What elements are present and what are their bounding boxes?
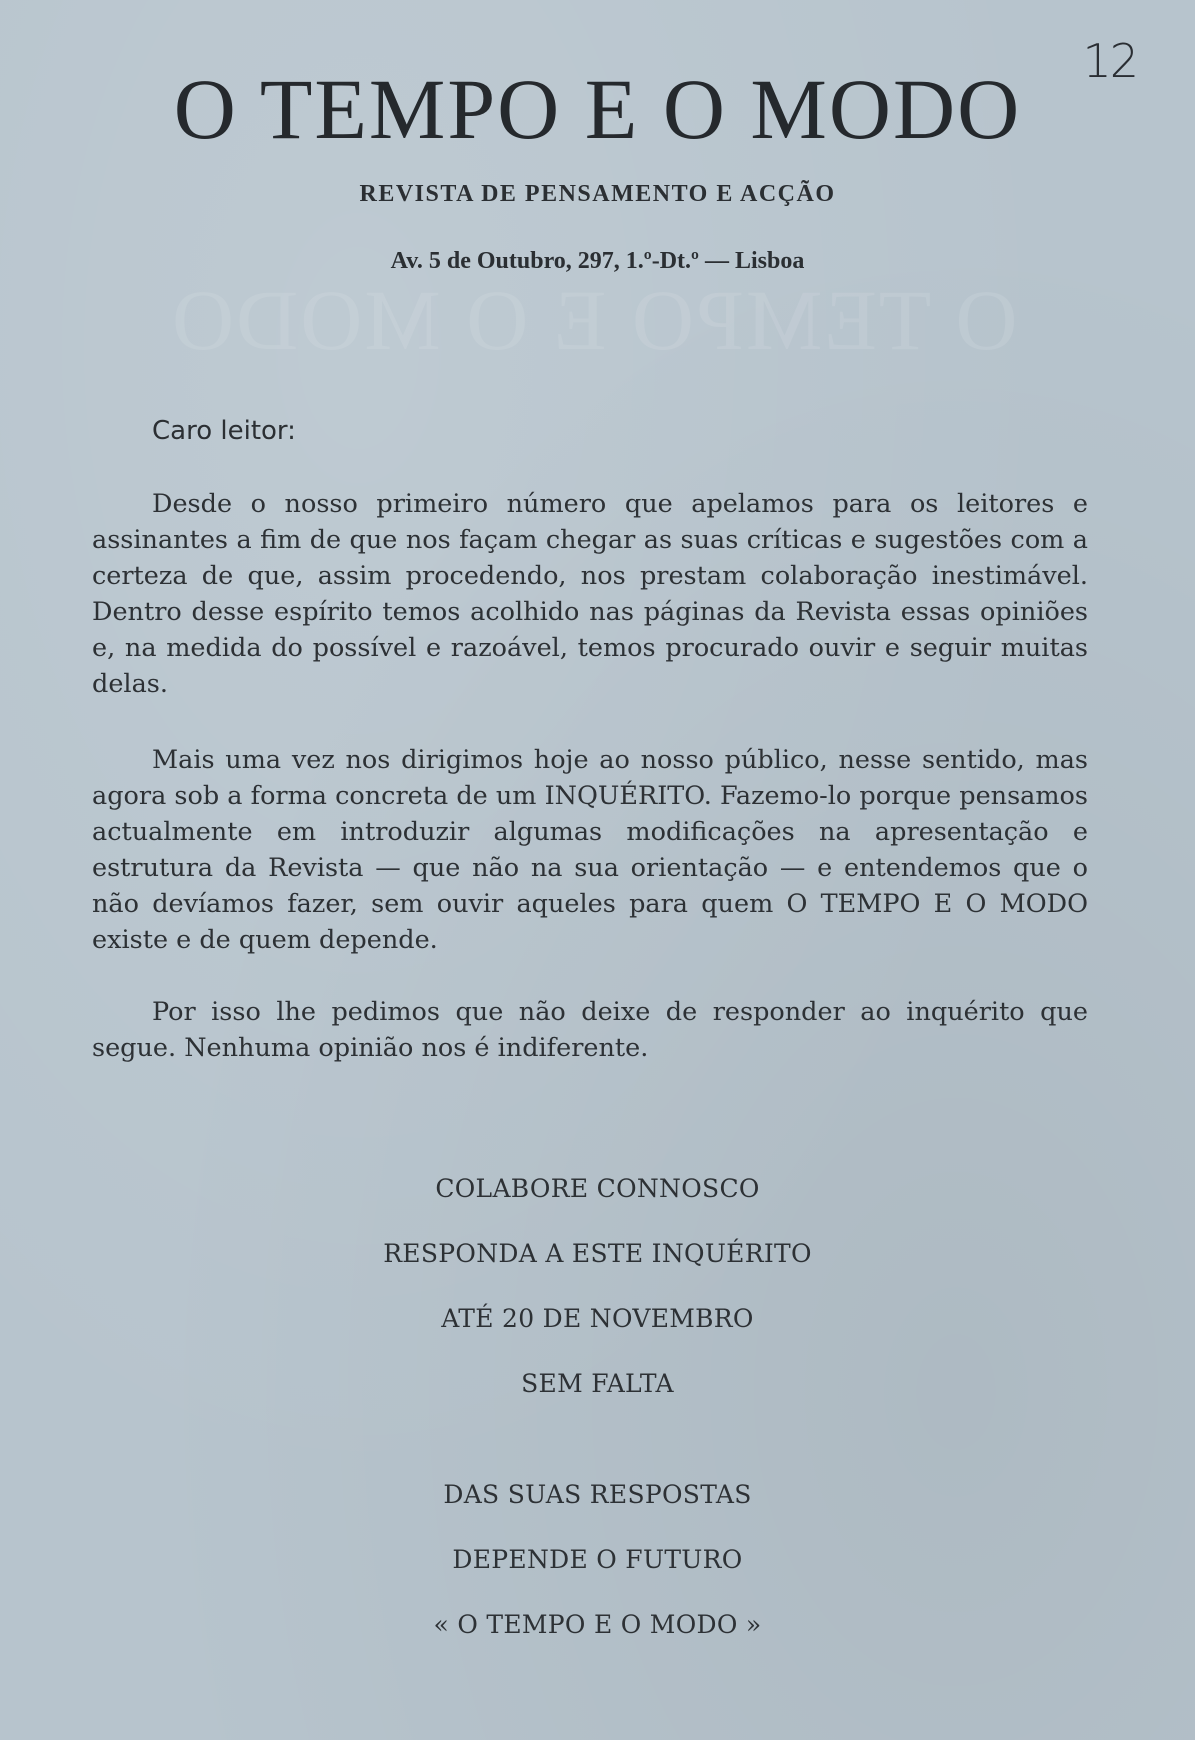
letter-paragraph-3-text: Por isso lhe pedimos que não deixe de responder ao inquérito que segue. Nenhuma opinião nos é indiferente. xyxy=(92,997,1088,1063)
show-through-title: O TEMPO E O MODO xyxy=(170,272,1018,368)
letter-paragraph-3 xyxy=(92,994,1088,1066)
cta-line: « O TEMPO E O MODO » xyxy=(433,1610,762,1639)
letter-paragraph-1 xyxy=(92,486,1088,702)
cta-line: DAS SUAS RESPOSTAS xyxy=(443,1480,752,1509)
masthead-title: O TEMPO E O MODO xyxy=(173,61,1022,157)
cta-line: ATÉ 20 DE NOVEMBRO xyxy=(441,1304,754,1333)
call-to-action-block-2 xyxy=(0,1480,1195,1675)
call-to-action-block-1 xyxy=(0,1174,1195,1434)
letter-paragraph-1-text: Desde o nosso primeiro número que apelamos para os leitores e assinantes a fim de que nos façam chegar as suas críticas e sugestões com a certeza de que, assim procedendo, nos prestam colaboração inestimável. Dentro desse espírito temos acolhido nas páginas da Revista essas opiniões e, na medida do possível e razoável, temos procurado ouvir e seguir muitas delas. xyxy=(92,489,1088,699)
handwritten-page-number: 12 xyxy=(1082,34,1137,88)
letter-paragraph-2-text: Mais uma vez nos dirigimos hoje ao nosso público, nesse sentido, mas agora sob a forma concreta de um INQUÉRITO. Fazemo-lo porque pensamos actualmente em introduzir algumas modificações na apresentação e estrutura da Revista — que não na sua orientação — e entendemos que o não devíamos fazer, sem ouvir aqueles para quem O TEMPO E O MODO existe e de quem depende. xyxy=(92,745,1088,955)
cta-line: DEPENDE O FUTURO xyxy=(452,1545,743,1574)
cta-line: SEM FALTA xyxy=(521,1369,674,1398)
cta-line: RESPONDA A ESTE INQUÉRITO xyxy=(383,1239,812,1268)
masthead-address: Av. 5 de Outubro, 297, 1.º-Dt.º — Lisboa xyxy=(390,248,805,274)
letter-paragraph-2 xyxy=(92,742,1088,958)
cta-line: COLABORE CONNOSCO xyxy=(435,1174,760,1203)
masthead-subtitle: REVISTA DE PENSAMENTO E ACÇÃO xyxy=(359,181,836,207)
letter-salutation: Caro leitor: xyxy=(152,416,296,446)
